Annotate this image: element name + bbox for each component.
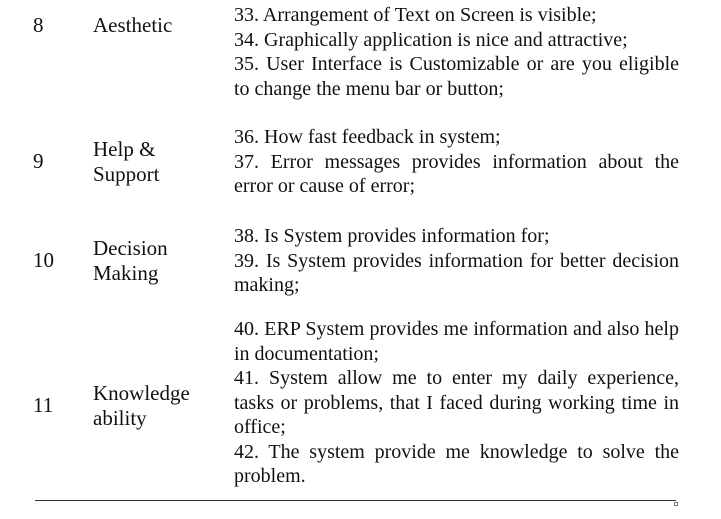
row-category: Knowledge ability [93,381,190,430]
row-items [234,3,679,101]
row-category: Aesthetic [93,13,173,37]
resize-handle-icon [674,502,678,506]
list-item: 33. Arrangement of Text on Screen is visible; [234,4,597,26]
list-item: 37. Error messages provides information about the error or cause of error; [234,150,679,197]
row-items [234,125,679,199]
row-category: Help & Support [93,137,160,186]
row-number: 10 [33,248,54,272]
list-item: 34. Graphically application is nice and attractive; [234,28,628,51]
list-item: 41. System allow me to enter my daily experience, tasks or problems, that I faced during working time in office; [234,367,679,438]
row-category: Decision Making [93,236,168,285]
list-item: 35. User Interface is Customizable or are you eligible to change the menu bar or button; [234,53,679,100]
row-items [234,224,679,298]
list-item: 40. ERP System provides me information and also help in documentation; [234,318,679,365]
list-item: 39. Is System provides information for better decision making; [234,249,679,296]
table-bottom-rule [35,500,676,501]
list-item: 36. How fast feedback in system; [234,126,501,148]
list-item: 42. The system provide me knowledge to solve the problem. [234,440,679,487]
row-items [234,317,679,489]
row-number: 9 [33,149,44,173]
list-item: 38. Is System provides information for; [234,225,550,247]
row-number: 8 [33,13,44,37]
row-number: 11 [33,393,54,417]
